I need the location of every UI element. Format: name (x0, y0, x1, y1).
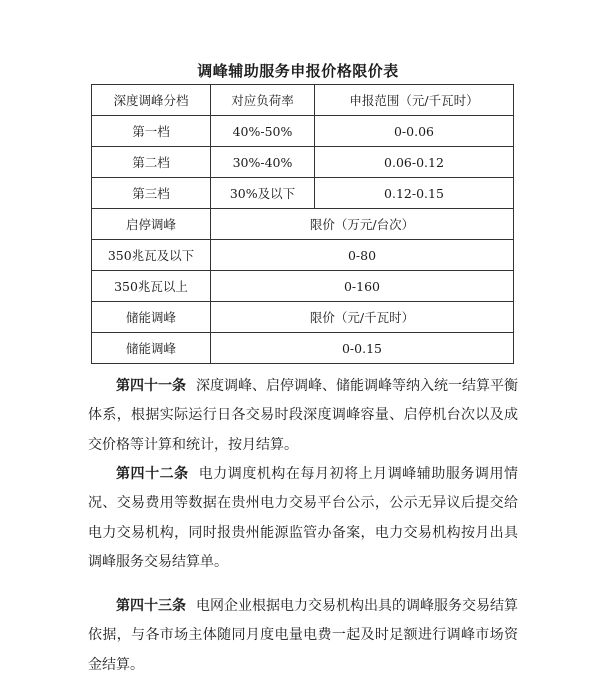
table-cell: 30%及以下 (211, 178, 315, 209)
article-43 (88, 592, 518, 680)
article-text: 电网企业根据电力交易机构出具的调峰服务交易结算依据，与各市场主体随同月度电量电费一起及时足额进行调峰市场资金结算。 (88, 598, 518, 673)
section-header-cell: 限价（元/千瓦时） (211, 302, 514, 333)
table-cell: 30%-40% (211, 147, 315, 178)
table-header-row (92, 85, 514, 116)
article-lead: 第四十二条 (116, 466, 189, 482)
header-cell: 申报范围（元/千瓦时） (315, 85, 514, 116)
table-row (92, 333, 514, 364)
table-row (92, 178, 514, 209)
table-section-header-row (92, 209, 514, 240)
table-cell: 第二档 (92, 147, 211, 178)
table-title: 调峰辅助服务申报价格限价表 (197, 62, 399, 80)
table-cell: 储能调峰 (92, 333, 211, 364)
table-row (92, 147, 514, 178)
table-row (92, 240, 514, 271)
table-cell: 0.06-0.12 (315, 147, 514, 178)
table-cell: 350兆瓦以上 (92, 271, 211, 302)
section-header-cell: 限价（万元/台次） (211, 209, 514, 240)
table-cell: 40%-50% (211, 116, 315, 147)
table-cell: 第一档 (92, 116, 211, 147)
article-lead: 第四十三条 (116, 598, 186, 614)
table-section-header-row (92, 302, 514, 333)
table-cell: 350兆瓦及以下 (92, 240, 211, 271)
section-header-cell: 启停调峰 (92, 209, 211, 240)
table-cell: 0-80 (211, 240, 514, 271)
article-41 (88, 372, 518, 460)
table-cell: 0.12-0.15 (315, 178, 514, 209)
section-header-cell: 储能调峰 (92, 302, 211, 333)
table-row (92, 271, 514, 302)
table-cell: 0-160 (211, 271, 514, 302)
header-cell: 深度调峰分档 (92, 85, 211, 116)
article-lead: 第四十一条 (116, 378, 186, 394)
table-row (92, 116, 514, 147)
article-42 (88, 460, 518, 577)
table-cell: 0-0.15 (211, 333, 514, 364)
article-text: 深度调峰、启停调峰、储能调峰等纳入统一结算平衡体系，根据实际运行日各交易时段深度调峰容量、启停机台次以及成交价格等计算和统计，按月结算。 (88, 378, 518, 453)
article-text: 电力调度机构在每月初将上月调峰辅助服务调用情况、交易费用等数据在贵州电力交易平台公示，公示无异议后提交给电力交易机构，同时报贵州能源监管办备案，电力交易机构按月出具调峰服务交易结算单。 (88, 466, 519, 570)
table-cell: 第三档 (92, 178, 211, 209)
table-cell: 0-0.06 (315, 116, 514, 147)
price-limit-table (91, 84, 514, 364)
header-cell: 对应负荷率 (211, 85, 315, 116)
